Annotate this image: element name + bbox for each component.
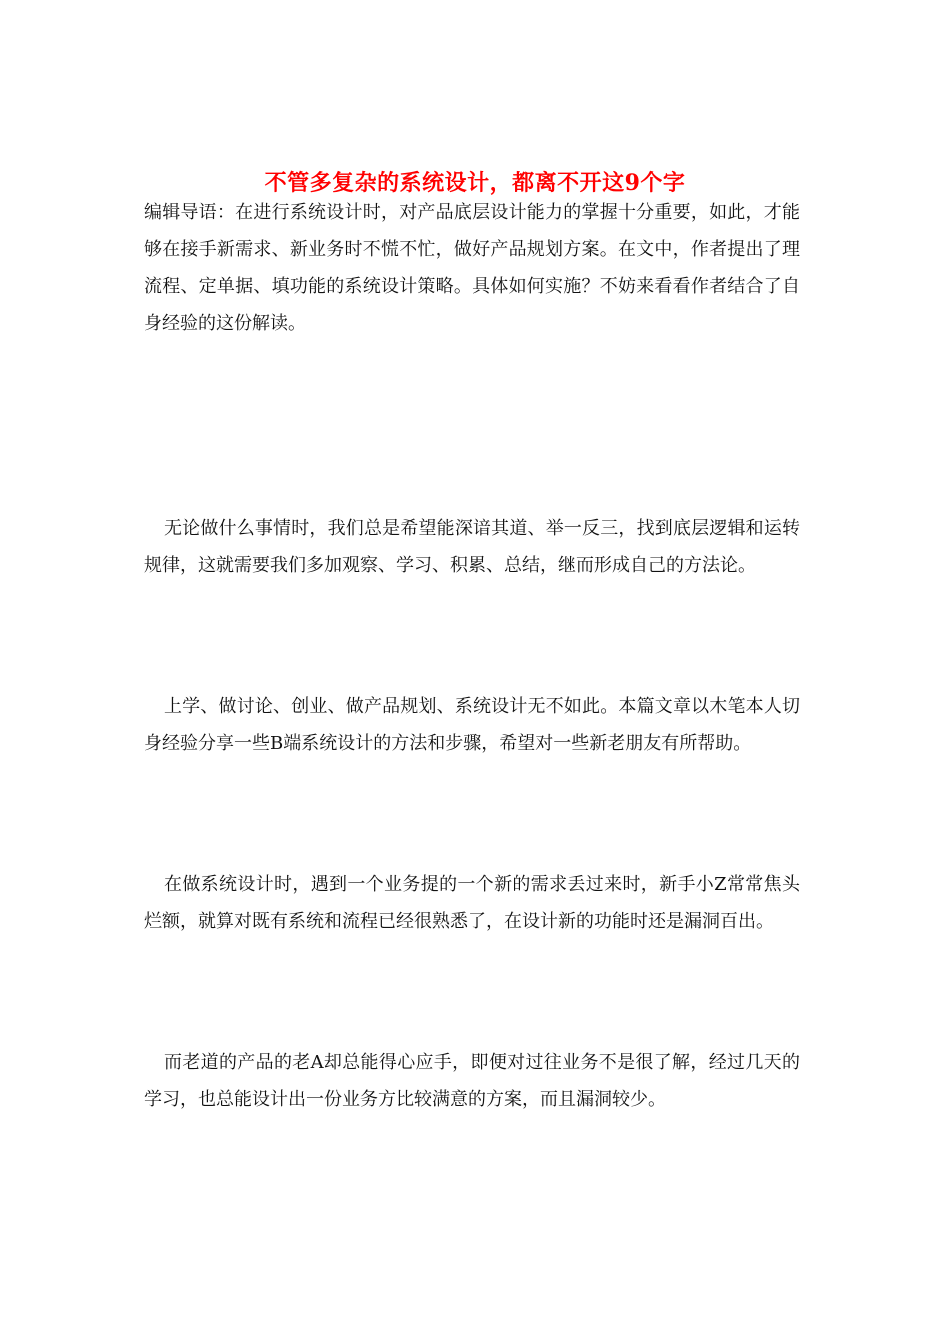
- article-title: 不管多复杂的系统设计，都离不开这9个字: [264, 169, 686, 196]
- body-paragraph-1: 无论做什么事情时，我们总是希望能深谙其道、举一反三，找到底层逻辑和运转规律，这就需要我们多加观察、学习、积累、总结，继而形成自己的方法论。: [144, 518, 800, 576]
- body-paragraph-4: 而老道的产品的老A却总能得心应手，即便对过往业务不是很了解，经过几天的学习，也总能设计出一份业务方比较满意的方案，而且漏洞较少。: [144, 1052, 800, 1110]
- body-paragraph-2: 上学、做讨论、创业、做产品规划、系统设计无不如此。本篇文章以木笔本人切身经验分享一些B端系统设计的方法和步骤，希望对一些新老朋友有所帮助。: [144, 696, 800, 754]
- editor-intro: 编辑导语：在进行系统设计时，对产品底层设计能力的掌握十分重要，如此，才能够在接手新需求、新业务时不慌不忙，做好产品规划方案。在文中，作者提出了理流程、定单据、填功能的系统设计策略。具体如何实施？不妨来看看作者结合了自身经验的这份解读。: [144, 202, 800, 334]
- body-paragraph-3: 在做系统设计时，遇到一个业务提的一个新的需求丢过来时，新手小Z常常焦头烂额，就算对既有系统和流程已经很熟悉了，在设计新的功能时还是漏洞百出。: [144, 874, 800, 932]
